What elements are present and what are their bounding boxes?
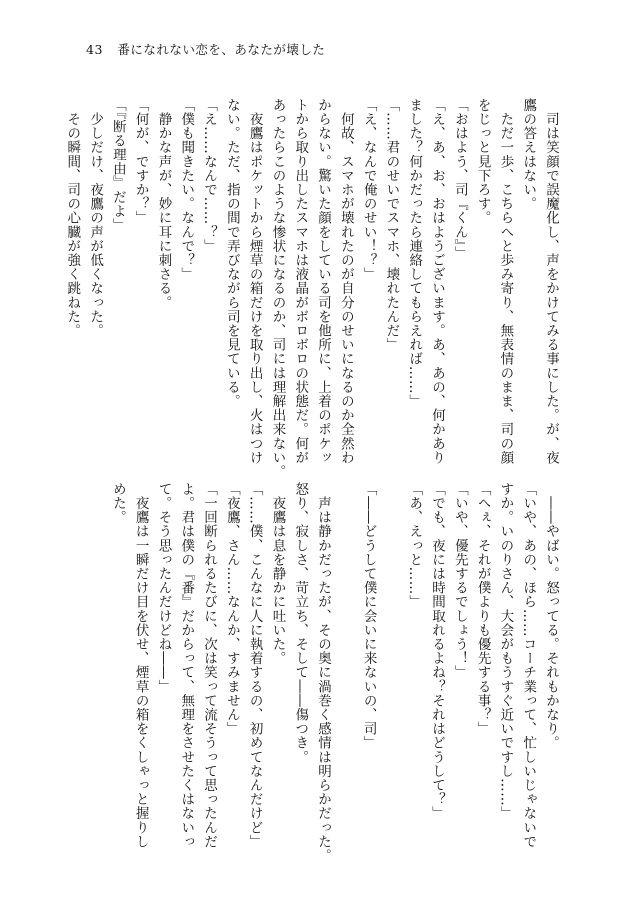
text-line: 何故、スマホが壊れたのが自分のせいになるのか全然わ [337, 98, 354, 465]
text-line: 鷹の答えはない。 [520, 98, 537, 211]
text-line: 静かな声が、妙に耳に刺さる。 [155, 98, 172, 310]
text-line: 夜鷹は一瞬だけ目を伏せ、煙草の箱をくしゃっと握りし [132, 482, 149, 849]
text-line: 司は笑顔で誤魔化し、声をかけてみる事にした。が、夜 [543, 98, 559, 465]
text-line: ない。ただ、指の間で弄びながら司を見ている。 [223, 98, 240, 409]
text-line: 「いや、優先するでしょう！」 [451, 482, 468, 680]
text-line: からない。驚いた顔をしている司を他所に、上着のポケッ [315, 98, 332, 465]
text-line: 「一回断られるたびに、次は笑って流そうって思ったんだ [201, 482, 218, 849]
text-line: めた。 [109, 482, 126, 525]
text-line: 「いや、あの、ほら……コーチ業って、忙しいじゃないで [520, 482, 537, 849]
text-line: ました？何かだったら連絡してもらえれば……」 [406, 98, 423, 409]
text-line: 「え、なんで俺のせい！？」 [360, 98, 377, 282]
text-line: ただ一歩、こちらへと歩み寄り、無表情のまま、司の顔 [497, 98, 514, 465]
text-line: 「おはよう、司『くん』」 [451, 98, 468, 261]
lower-text-block [106, 482, 562, 862]
text-line: よ。君は僕の『番』だからって、無理をさせたくはないっ [178, 482, 195, 849]
text-line: 「――どうして僕に会いに来ないの、司」 [360, 482, 377, 750]
text-line: その瞬間、司の心臓が強く跳ねた。 [64, 98, 81, 338]
upper-text-block [60, 98, 562, 478]
book-title: 番になれない恋を、あなたが壊した [117, 42, 326, 57]
text-line: ――やばい。怒ってる。それもかなり。 [543, 482, 559, 750]
text-line: 「……僕、こんなに人に執着するの、初めてなんだけど」 [246, 482, 263, 849]
text-line: 声は静かだったが、その奥に渦巻く感情は明らかだった。 [315, 482, 332, 863]
blank-line [334, 482, 357, 862]
text-line: 夜鷹は息を静かに吐いた。 [269, 482, 286, 666]
text-line: 「僕も聞きたい。なんで？」 [178, 98, 195, 282]
text-line: 「へぇ、それが僕よりも優先する事？」 [474, 482, 491, 736]
text-line: 怒り、寂しさ、苛立ち、そして――傷つき。 [292, 482, 309, 764]
text-line: 「あ、えっと……」 [406, 482, 423, 609]
text-line: トから取り出したスマホは液晶がボロボロの状態だ。何が [292, 98, 309, 465]
text-line: 「でも、夜には時間取れるよね？それはどうして？」 [429, 482, 446, 821]
text-line: すか。いのりさん、大会がもうすぐ近いですし……」 [497, 482, 514, 821]
text-line: 「何が、ですか？」 [132, 98, 149, 225]
text-line: をじっと見下ろす。 [474, 98, 491, 225]
text-line: 「『断る理由』だよ」 [109, 98, 126, 233]
text-line: 少しだけ、夜鷹の声が低くなった。 [87, 98, 104, 338]
text-line: あったらこのような惨状になるのか、司には理解出来ない。 [269, 98, 286, 479]
text-line: 「え、あ、お、おはようございます。あ、あの、何かあり [429, 98, 446, 465]
blank-line [380, 482, 403, 862]
text-line: 「夜鷹、さん……なんか、すみません」 [223, 482, 240, 736]
text-line: て。そう思ったんだけどね――」 [155, 482, 172, 694]
page-number: 43 [86, 42, 103, 57]
text-line: 「……君のせいでスマホ、壊れたんだ」 [383, 98, 400, 352]
text-line: 「え……なんで……？」 [201, 98, 218, 254]
text-line: 夜鷹はポケットから煙草の箱だけを取り出し、火はつけ [246, 98, 263, 465]
running-header [86, 40, 325, 58]
